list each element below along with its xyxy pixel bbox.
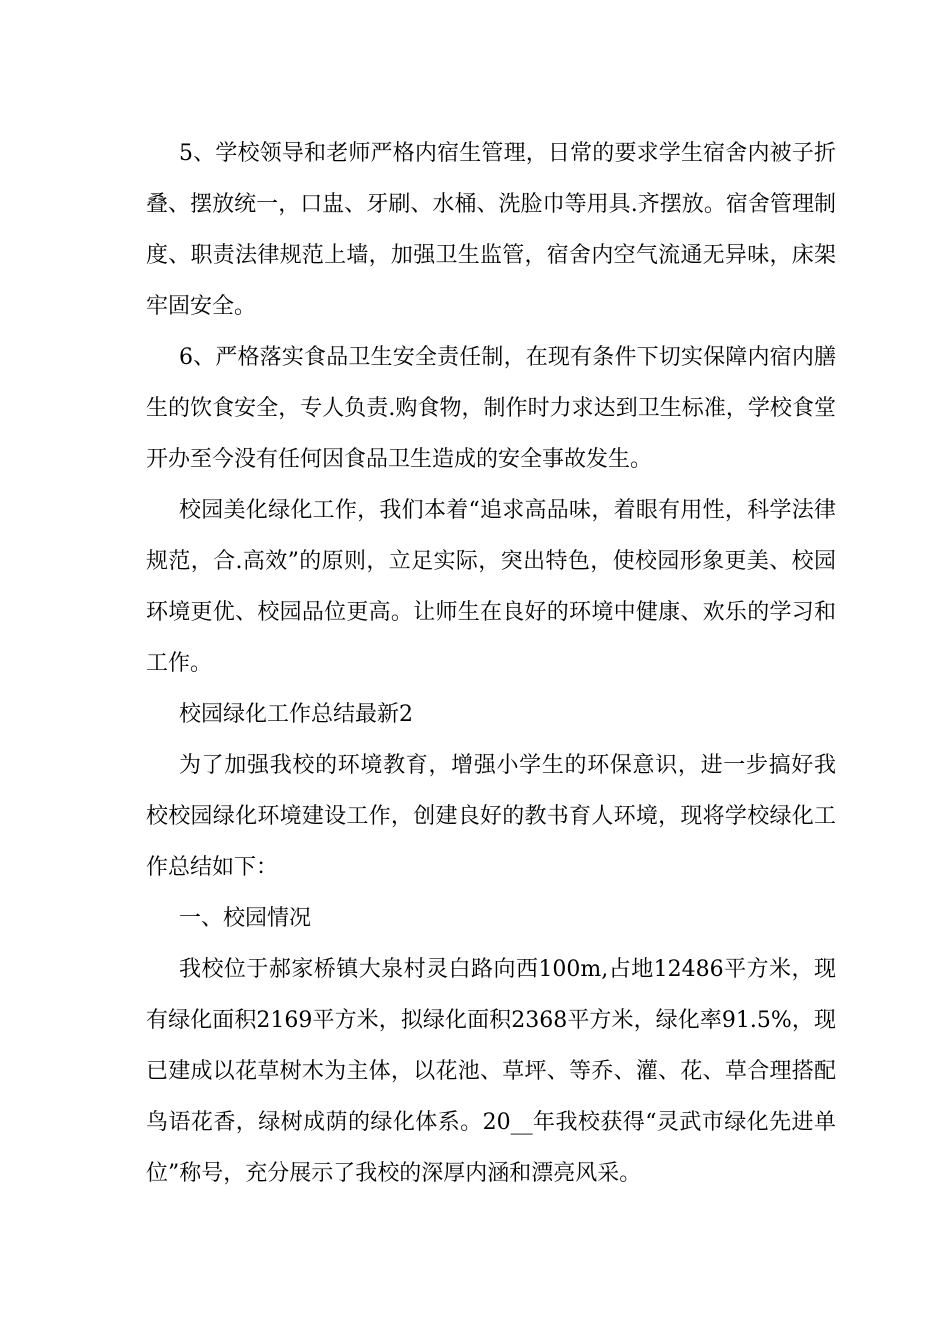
section-title: 校园绿化工作总结最新2 [179, 702, 413, 727]
section-heading-campus-situation: 一、校园情况 [179, 906, 312, 931]
paragraph-campus-situation: 我校位于郝家桥镇大泉村灵白路向西100m,占地12486平方米，现有绿化面积2169平方米，拟绿化面积2368平方米，绿化率91.5%，现已建成以花草树木为主体，以花池、草坪、等乔、灌、花、草合理搭配鸟语花香，绿树成荫的绿化体系。20__年我校获得“灵武市绿化先进单位”称号，充分展示了我校的深厚内涵和漂亮风采。 [146, 957, 836, 1186]
paragraph-dormitory-management: 5、学校领导和老师严格内宿生管理，日常的要求学生宿舍内被子折叠、摆放统一，口盅、牙刷、水桶、洗脸巾等用具.齐摆放。宿舍管理制度、职责法律规范上墙，加强卫生监管，宿舍内空气流通无异味，床架牢固安全。 [146, 141, 836, 319]
document-page [146, 128, 836, 1199]
paragraph-campus-greening: 校园美化绿化工作，我们本着“追求高品味，着眼有用性，科学法律规范，合.高效”的原则，立足实际，突出特色，使校园形象更美、校园环境更优、校园品位更高。让师生在良好的环境中健康、欢乐的学习和工作。 [146, 498, 836, 676]
paragraph-food-safety: 6、严格落实食品卫生安全责任制，在现有条件下切实保障内宿内膳生的饮食安全，专人负责.购食物，制作时力求达到卫生标准，学校食堂开办至今没有任何因食品卫生造成的安全事故发生。 [146, 345, 836, 472]
paragraph-introduction: 为了加强我校的环境教育，增强小学生的环保意识，进一步搞好我校校园绿化环境建设工作，创建良好的教书育人环境，现将学校绿化工作总结如下： [146, 753, 836, 880]
